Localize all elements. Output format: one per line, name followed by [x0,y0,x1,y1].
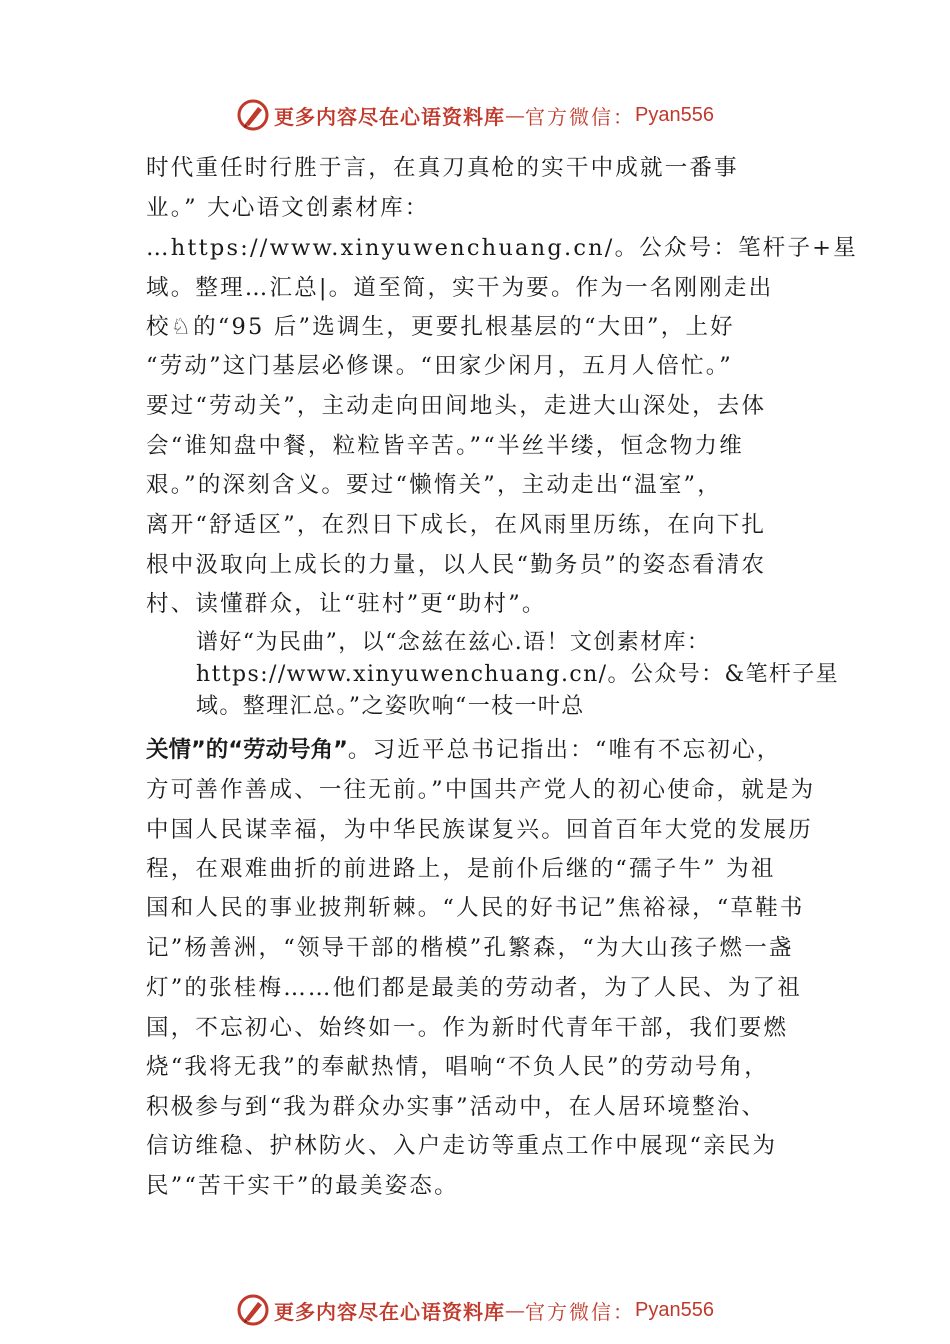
banner-label: 官方微信： [525,1299,636,1324]
banner-wechat-id: Pyan556 [635,1298,714,1321]
banner-label: 官方微信： [525,104,636,129]
text-line: 灯”的张桂梅……他们都是最美的劳动者，为了人民、为了祖 [146,975,802,1001]
text-line: 烧“我将无我”的奉献热情，唱响“不负人民”的劳动号角， [146,1054,769,1080]
text-line: 积极参与到“我为群众办实事”活动中，在人居环境整治、 [146,1094,767,1120]
pen-logo-icon [236,98,270,132]
pen-logo-icon [236,1293,270,1327]
header-banner [0,95,950,135]
text-line: 程，在艰难曲折的前进路上，是前仆后继的“孺子牛” 为祖 [146,856,776,882]
banner-dash: — [505,103,526,127]
text-line: 校♘的“95 后”选调生，更要扎根基层的“大田”，上好 [146,314,735,340]
text-line: 方可善作善成、一往无前。”中国共产党人的初心使命，就是为 [146,777,816,803]
text-line: https://www.xinyuwenchuang.cn/。公众号：&笔杆子星 [196,662,840,687]
banner-title: 更多内容尽在心语资料库 [274,104,506,129]
text-line: 国，不忘初心、始终如一。作为新时代青年干部，我们要燃 [146,1015,789,1041]
text-line: 时代重任时行胜于言，在真刀真枪的实干中成就一番事 [146,155,739,181]
text-line: 民”“苦干实干”的最美姿态。 [146,1173,459,1199]
text-line: 要过“劳动关”，主动走向田间地头，走进大山深处，去体 [146,393,767,419]
text-line: 信访维稳、护林防火、入户走访等重点工作中展现“亲民为 [146,1133,778,1159]
text-line: 会“谁知盘中餐，粒粒皆辛苦。”“半丝半缕，恒念物力维 [146,433,744,459]
text-line: 记”杨善洲，“领导干部的楷模”孔繁森，“为大山孩子燃一盏 [146,935,794,961]
banner-wechat-id: Pyan556 [635,103,714,126]
text-line: 离开“舒适区”，在烈日下成长，在风雨里历练，在向下扎 [146,512,767,538]
text-line: “劳动”这门基层必修课。“田家少闲月，五月人倍忙。” [146,353,733,379]
text-line: …https://www.xinyuwenchuang.cn/。公众号：笔杆子+星 [146,235,858,261]
text-line: 域。整理汇总。”之姿吹响“一枝一叶总 [196,694,585,719]
text-line [146,735,781,765]
text-line: 国和人民的事业披荆斩棘。“人民的好书记”焦裕禄，“草鞋书 [146,895,805,921]
text-line: 业。” 大心语文创素材库： [146,195,430,221]
text-line: 谱好“为民曲”，以“念兹在兹心.语！文创素材库： [196,630,711,655]
text-span: 。习近平总书记指出：“唯有不忘初心， [347,737,782,763]
text-line: 村、读懂群众，让“驻村”更“助村”。 [146,591,547,617]
highlight-heading: 关情”的“劳动号角” [146,737,348,763]
text-line: 域。整理…汇总|。道至简，实干为要。作为一名刚刚走出 [146,275,774,301]
banner-dash: — [505,1298,526,1322]
text-line: 艰。”的深刻含义。要过“懒惰关”，主动走出“温室”， [146,472,722,498]
footer-banner [0,1290,950,1330]
banner-title: 更多内容尽在心语资料库 [274,1299,506,1324]
text-line: 根中汲取向上成长的力量，以人民“勤务员”的姿态看清农 [146,552,767,578]
text-line: 中国人民谋幸福，为中华民族谋复兴。回首百年大党的发展历 [146,817,813,843]
